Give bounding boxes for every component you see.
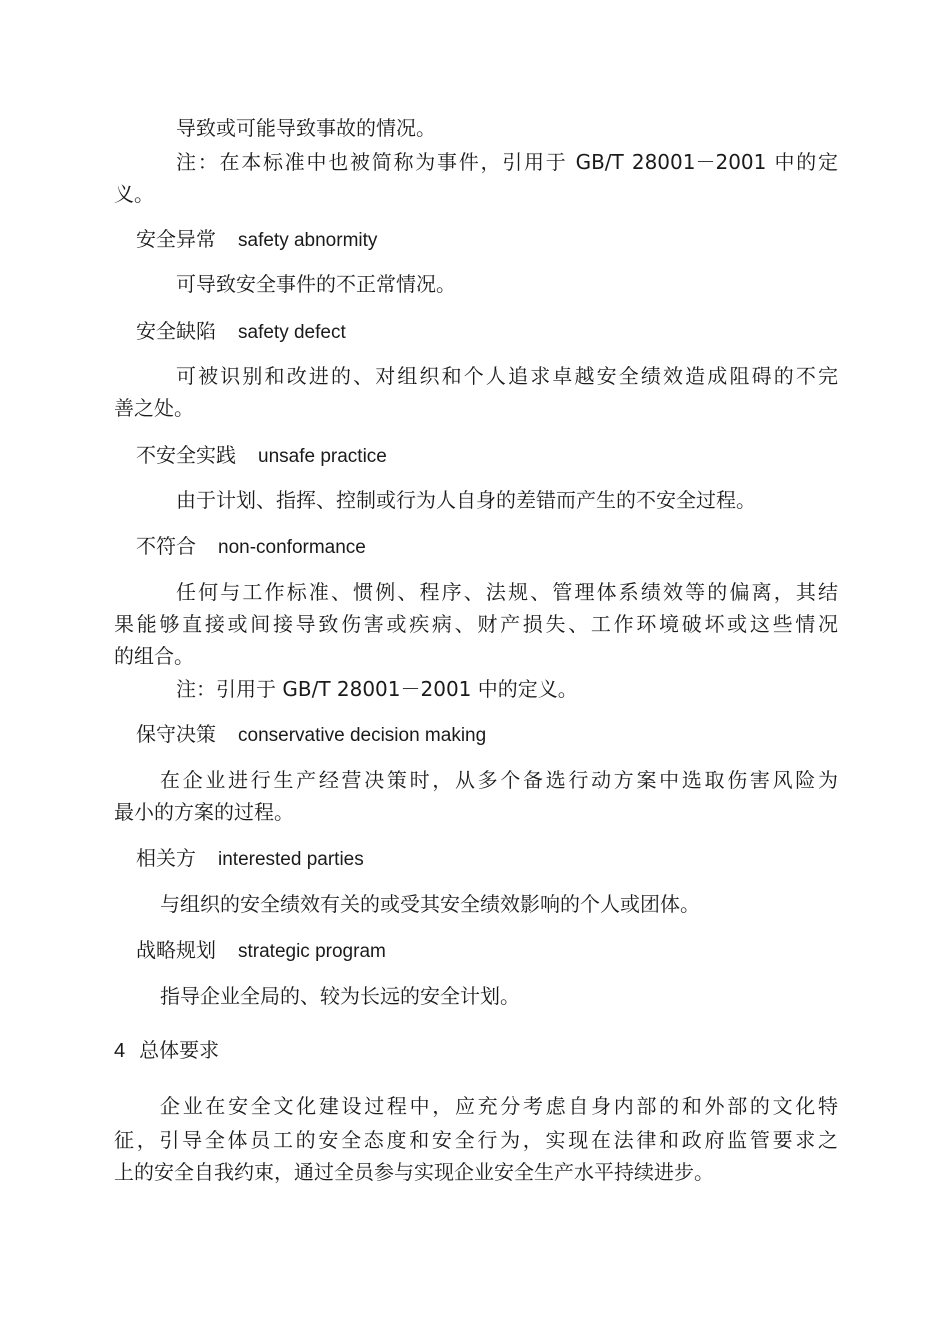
paragraph-line: 导致或可能导致事故的情况。	[176, 116, 436, 140]
term-en: interested parties	[218, 849, 364, 870]
term-en: conservative decision making	[238, 725, 487, 746]
term-zh: 安全缺陷	[136, 319, 216, 343]
term-en: unsafe practice	[258, 446, 387, 467]
term-zh: 不安全实践	[136, 443, 236, 467]
term-zh: 相关方	[136, 846, 196, 870]
term-zh: 保守决策	[136, 722, 216, 746]
term-heading	[136, 530, 860, 564]
term-en: non-conformance	[218, 537, 366, 558]
term-en: strategic program	[238, 941, 386, 962]
term-heading	[136, 934, 860, 968]
section-title: 总体要求	[139, 1038, 220, 1062]
term-heading	[136, 439, 860, 473]
definition-line: 的组合。	[114, 644, 194, 668]
term-heading	[136, 842, 860, 876]
term-heading	[136, 315, 860, 349]
definition-line: 与组织的安全绩效有关的或受其安全绩效影响的个人或团体。	[160, 892, 700, 916]
term-en: safety abnormity	[238, 230, 378, 251]
term-zh: 不符合	[136, 534, 196, 558]
term-heading	[136, 223, 860, 257]
section-heading	[114, 1034, 838, 1067]
paragraph-line: 义。	[114, 182, 154, 206]
term-en: safety defect	[238, 322, 346, 343]
definition-line: 任何与工作标准、惯例、程序、法规、管理体系绩效等的偏离，其结	[176, 580, 838, 604]
definition-line: 果能够直接或间接导致伤害或疾病、财产损失、工作环境破坏或这些情况	[114, 612, 838, 636]
definition-line: 善之处。	[114, 396, 194, 420]
section-number: 4	[114, 1040, 126, 1062]
term-zh: 战略规划	[136, 938, 216, 962]
definition-line: 最小的方案的过程。	[114, 800, 294, 824]
definition-line: 可导致安全事件的不正常情况。	[176, 272, 456, 296]
term-heading	[136, 718, 860, 752]
note-line: 注：引用于 GB/T 28001－2001 中的定义。	[176, 677, 578, 701]
definition-line: 在企业进行生产经营决策时，从多个备选行动方案中选取伤害风险为	[160, 768, 838, 792]
term-zh: 安全异常	[136, 227, 216, 251]
paragraph-line: 征，引导全体员工的安全态度和安全行为，实现在法律和政府监管要求之	[114, 1128, 838, 1152]
paragraph-line: 上的安全自我约束，通过全员参与实现企业安全生产水平持续进步。	[114, 1160, 714, 1184]
definition-line: 由于计划、指挥、控制或行为人自身的差错而产生的不安全过程。	[176, 488, 756, 512]
definition-line: 指导企业全局的、较为长远的安全计划。	[160, 984, 520, 1008]
note-line: 注：在本标准中也被简称为事件，引用于 GB/T 28001－2001 中的定	[176, 150, 838, 174]
paragraph-line: 企业在安全文化建设过程中，应充分考虑自身内部的和外部的文化特	[160, 1094, 838, 1118]
definition-line: 可被识别和改进的、对组织和个人追求卓越安全绩效造成阻碍的不完	[176, 364, 838, 388]
